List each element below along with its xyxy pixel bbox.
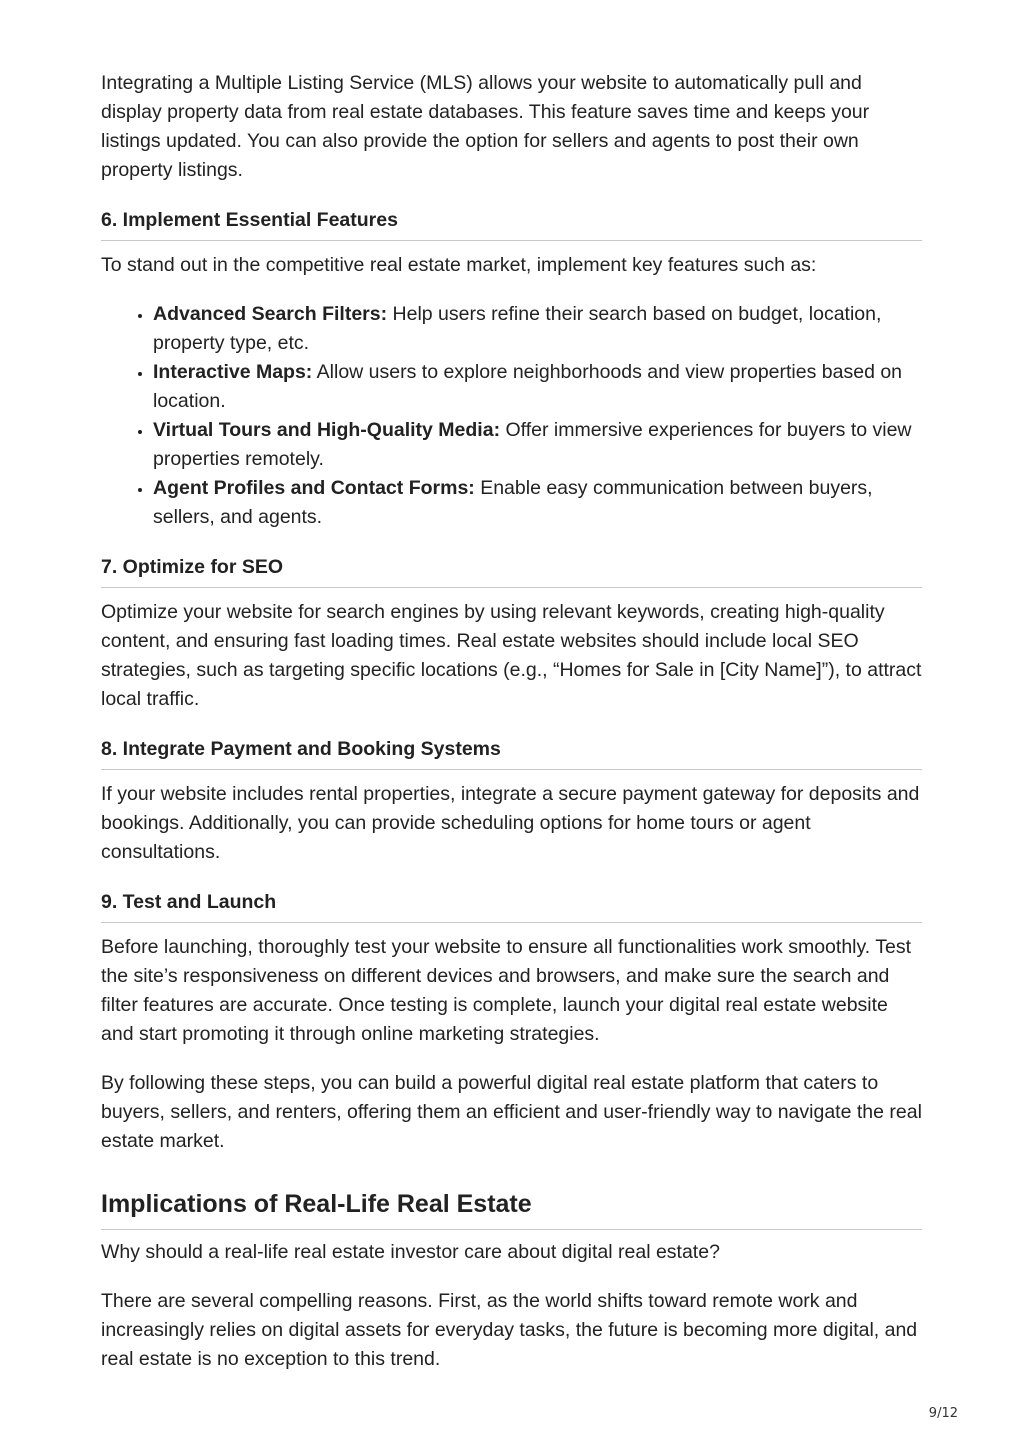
- feature-description: Help users refine their search based on budget, location, property type, etc.: [153, 303, 882, 354]
- list-item: [153, 416, 922, 474]
- features-lead-paragraph: To stand out in the competitive real estate market, implement key features such as:: [101, 254, 817, 276]
- section-heading-seo: 7. Optimize for SEO: [101, 552, 922, 588]
- implications-paragraph: There are several compelling reasons. First, as the world shifts toward remote work and increasingly relies on digital assets for everyday tasks, the future is becoming more digital, and real estate is no exception to this trend.: [101, 1290, 918, 1370]
- section-heading-implications: Implications of Real-Life Real Estate: [101, 1186, 922, 1230]
- conclusion-paragraph: By following these steps, you can build a powerful digital real estate platform that caters to buyers, sellers, and renters, offering them an efficient and user-friendly way to navigate the real estate market.: [101, 1072, 922, 1152]
- feature-term: Virtual Tours and High-Quality Media:: [153, 419, 501, 441]
- section-heading-test-launch: 9. Test and Launch: [101, 887, 922, 923]
- seo-paragraph: Optimize your website for search engines by using relevant keywords, creating high-quality content, and ensuring fast loading times. Real estate websites should include local SEO strategies, such as targeting specific locations (e.g., “Homes for Sale in [City Name]”), to attract local traffic.: [101, 601, 922, 710]
- section-heading-essential-features: 6. Implement Essential Features: [101, 205, 922, 241]
- page-number: 9/12: [928, 1406, 958, 1421]
- section-heading-payment-booking: 8. Integrate Payment and Booking Systems: [101, 734, 922, 770]
- document-page: [101, 69, 922, 1374]
- feature-term: Advanced Search Filters:: [153, 303, 388, 325]
- list-item: [153, 300, 922, 358]
- test-launch-paragraph: Before launching, thoroughly test your website to ensure all functionalities work smoothly. Test the site’s responsiveness on different devices and browsers, and make sure the search and filter features are accurate. Once testing is complete, launch your digital real estate website and start promoting it through online marketing strategies.: [101, 936, 912, 1045]
- list-item: [153, 474, 922, 532]
- feature-description: Offer immersive experiences for buyers to view properties remotely.: [153, 419, 912, 470]
- payment-paragraph: If your website includes rental properties, integrate a secure payment gateway for deposits and bookings. Additionally, you can provide scheduling options for home tours or agent consultations.: [101, 783, 920, 863]
- feature-term: Interactive Maps:: [153, 361, 313, 383]
- feature-description: Enable easy communication between buyers, sellers, and agents.: [153, 477, 873, 528]
- intro-paragraph: Integrating a Multiple Listing Service (MLS) allows your website to automatically pull and display property data from real estate databases. This feature saves time and keeps your listings updated. You can also provide the option for sellers and agents to post their own property listings.: [101, 72, 870, 181]
- list-item: [153, 358, 922, 416]
- feature-list: [101, 300, 922, 532]
- feature-term: Agent Profiles and Contact Forms:: [153, 477, 475, 499]
- implications-question: Why should a real-life real estate investor care about digital real estate?: [101, 1241, 720, 1263]
- feature-description: Allow users to explore neighborhoods and view properties based on location.: [153, 361, 903, 412]
